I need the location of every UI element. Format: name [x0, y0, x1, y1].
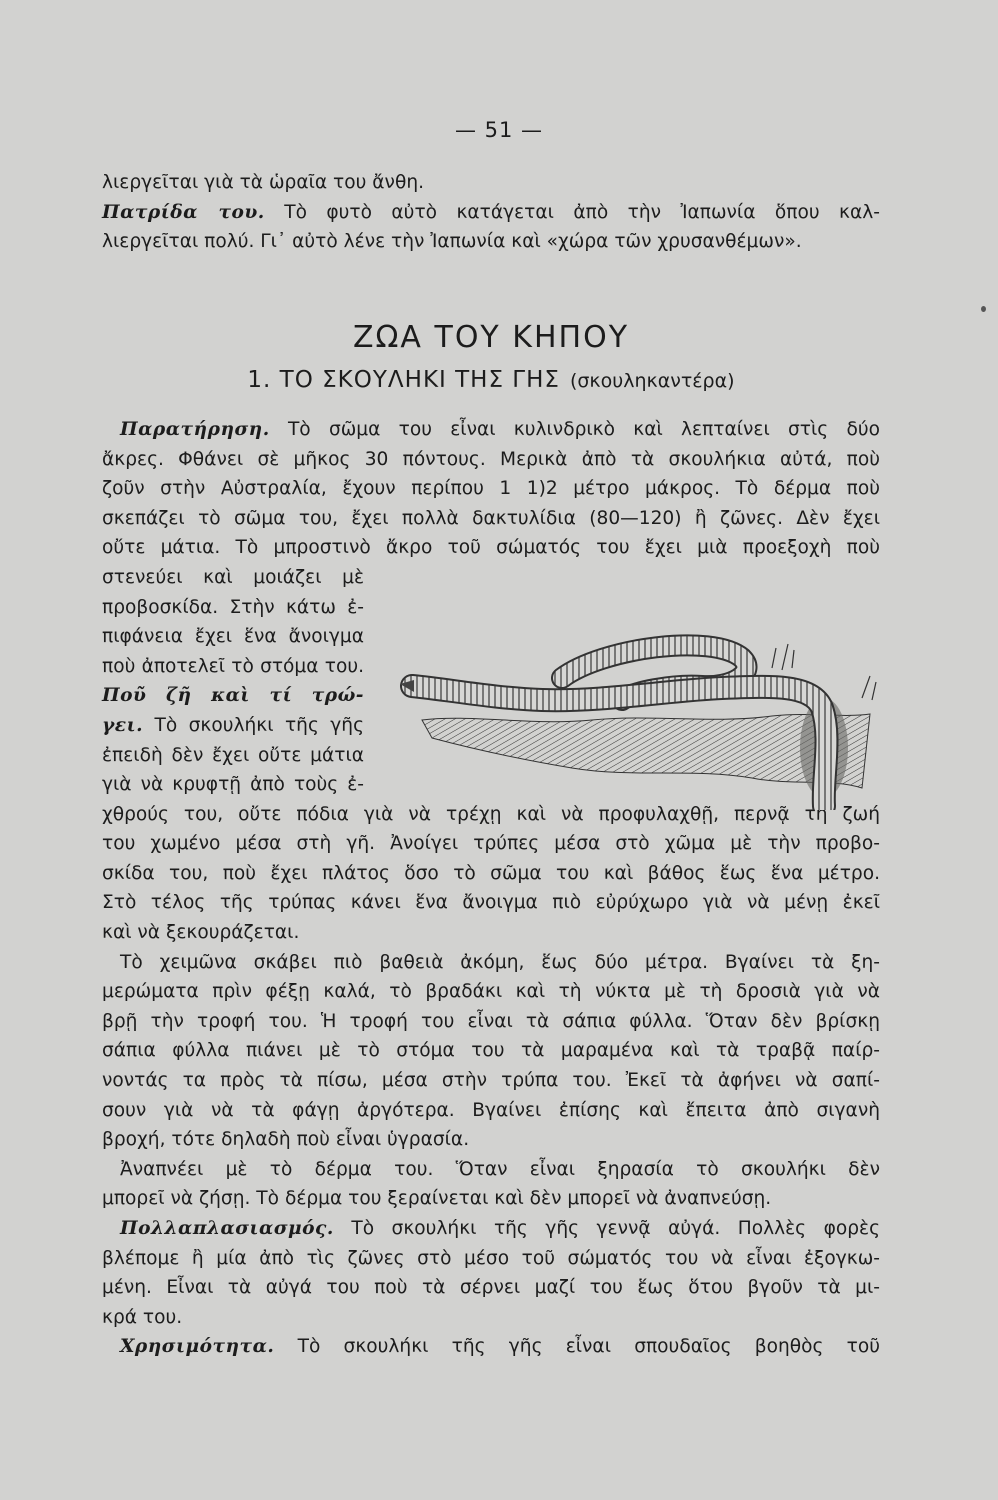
habitat-line-8: καὶ νὰ ξεκουράζεται. [102, 922, 300, 944]
breathing-line-2: μπορεῖ νὰ ζήσῃ. Τὸ δέρμα του ξεραίνεται καὶ δὲν μπορεῖ νὰ ἀναπνεύσῃ. [102, 1188, 772, 1210]
reproduction-line-2: βλέπομε ἢ μία ἀπὸ τὶς ζῶνες στὸ μέσο τοῦ σώματός του νὰ εἶναι ἐξογκω- [102, 1247, 880, 1269]
reproduction-line-3: μένη. Εἶναι τὰ αὐγά του ποὺ τὰ σέρνει μαζί του ἕως ὅτου βγοῦν τὰ μι- [102, 1277, 880, 1299]
observation-line-5: οὔτε μάτια. Τὸ μπροστινὸ ἄκρο τοῦ σώματός του ἔχει μιὰ προεξοχὴ ποὺ [102, 537, 880, 559]
observation-line-7: προβοσκίδα. Στὴν κάτω ἐ- [102, 596, 364, 618]
breathing-line-1: Ἀναπνέει μὲ τὸ δέρμα του. Ὅταν εἶναι ξηρασία τὸ σκουλήκι δὲν [120, 1158, 880, 1180]
reproduction-line-4: κρά του. [102, 1306, 183, 1328]
intro-line-3: λιεργεῖται πολύ. Γι᾿ αὐτὸ λένε τὴν Ἰαπωνία καὶ «χώρα τῶν χρυσανθέμων». [102, 231, 802, 253]
habitat-line-4: χθρούς του, οὔτε πόδια γιὰ νὰ τρέχῃ καὶ νὰ προφυλαχθῇ, περνᾷ τὴ ζωή [102, 803, 880, 825]
observation-line-4: σκεπάζει τὸ σῶμα του, ἔχει πολλὰ δακτυλίδια (80—120) ἢ ζῶνες. Δὲν ἔχει [102, 507, 880, 529]
observation-line-6: στενεύει καὶ μοιάζει μὲ [102, 566, 364, 588]
observation-line-3: ζοῦν στὴν Αὐστραλία, ἔχουν περίπου 1 1)2 μέτρο μάκρος. Τὸ δέρμα ποὺ [102, 478, 880, 500]
earthworm-drawing [392, 628, 884, 810]
habitat-line-5: του χωμένο μέσα στὴ γῆ. Ἀνοίγει τρύπες μέσα στὸ χῶμα μὲ τὴν προβο- [102, 833, 880, 855]
usefulness-line-1: Χρησιμότητα. Τὸ σκουλήκι τῆς γῆς εἶναι σπουδαῖος βοηθὸς τοῦ [120, 1336, 880, 1358]
homeland-heading: Πατρίδα του. [102, 201, 265, 223]
observation-heading: Παρατήρηση. [120, 418, 270, 440]
observation-line-9: ποὺ ἀποτελεῖ τὸ στόμα του. [102, 655, 364, 677]
page-number: — 51 — [454, 118, 544, 142]
habitat-line-6: σκίδα του, ποὺ ἔχει πλάτος ὅσο τὸ σῶμα του καὶ βάθος ἕως ἕνα μέτρο. [102, 862, 880, 884]
speck [981, 306, 986, 312]
usefulness-heading: Χρησιμότητα. [120, 1336, 275, 1358]
intro-line-1: λιεργεῖται γιὰ τὰ ὡραῖα του ἄνθη. [102, 172, 425, 193]
observation-line-8: πιφάνεια ἔχει ἕνα ἄνοιγμα [102, 626, 364, 648]
observation-line-1: Παρατήρηση. Τὸ σῶμα του εἶναι κυλινδρικὸ καὶ λεπταίνει στὶς δύο [120, 418, 880, 440]
winter-line-2: μερώματα πρὶν φέξῃ καλά, τὸ βραδάκι καὶ τὴ νύκτα μὲ τὴ δροσιὰ γιὰ νὰ [102, 981, 880, 1003]
winter-line-1: Τὸ χειμῶνα σκάβει πιὸ βαθειὰ ἀκόμη, ἕως δύο μέτρα. Βγαίνει τὰ ξη- [120, 951, 880, 973]
intro-line-2: Πατρίδα του. Τὸ φυτὸ αὐτὸ κατάγεται ἀπὸ τὴν Ἰαπωνία ὅπου καλ- [102, 201, 880, 223]
habitat-heading: Ποῦ ζῆ καὶ τί τρώ- [102, 685, 364, 707]
habitat-line-1: γει. Τὸ σκουλήκι τῆς γῆς [102, 714, 364, 736]
chapter-title: ΖΩΑ ΤΟΥ ΚΗΠΟΥ [352, 319, 630, 355]
habitat-heading-line [102, 681, 364, 711]
habitat-line-3: γιὰ νὰ κρυφτῇ ἀπὸ τοὺς ἐ- [102, 774, 364, 796]
winter-line-4: σάπια φύλλα πιάνει μὲ τὸ στόμα του τὰ μαραμένα καὶ τὰ τραβᾷ παίρ- [102, 1040, 880, 1062]
winter-line-7: βροχή, τότε δηλαδὴ ποὺ εἶναι ὑγρασία. [102, 1129, 470, 1151]
habitat-line-2: ἐπειδὴ δὲν ἔχει οὔτε μάτια [102, 744, 364, 766]
winter-line-3: βρῇ τὴν τροφή του. Ἡ τροφή του εἶναι τὰ σάπια φύλλα. Ὅταν δὲν βρίσκῃ [102, 1010, 880, 1032]
reproduction-heading: Πολλαπλασιασμός. [120, 1218, 334, 1239]
section-title: 1. ΤΟ ΣΚΟΥΛΗΚΙ ΤΗΣ ΓΗΣ (σκουληκαντέρα) [247, 367, 735, 394]
winter-line-5: νοντάς τα πρὸς τὰ πίσω, μέσα στὴν τρύπα του. Ἐκεῖ τὰ ἀφήνει νὰ σαπί- [102, 1070, 880, 1092]
habitat-line-7: Στὸ τέλος τῆς τρύπας κάνει ἕνα ἄνοιγμα πιὸ εὐρύχωρο γιὰ νὰ μένῃ ἐκεῖ [102, 892, 880, 914]
earthworm-illustration-icon [392, 628, 884, 810]
reproduction-line-1: Πολλαπλασιασμός. Τὸ σκουλήκι τῆς γῆς γεννᾷ αὐγά. Πολλὲς φορὲς [120, 1218, 880, 1239]
section-subtitle: (σκουληκαντέρα) [569, 370, 735, 393]
observation-line-2: ἄκρες. Φθάνει σὲ μῆκος 30 πόντους. Μερικὰ ἀπὸ τὰ σκουλήκια αὐτά, ποὺ [102, 448, 880, 470]
winter-line-6: σουν γιὰ νὰ τὰ φάγῃ ἀργότερα. Βγαίνει ἐπίσης καὶ ἔπειτα ἀπὸ σιγανὴ [102, 1099, 880, 1121]
